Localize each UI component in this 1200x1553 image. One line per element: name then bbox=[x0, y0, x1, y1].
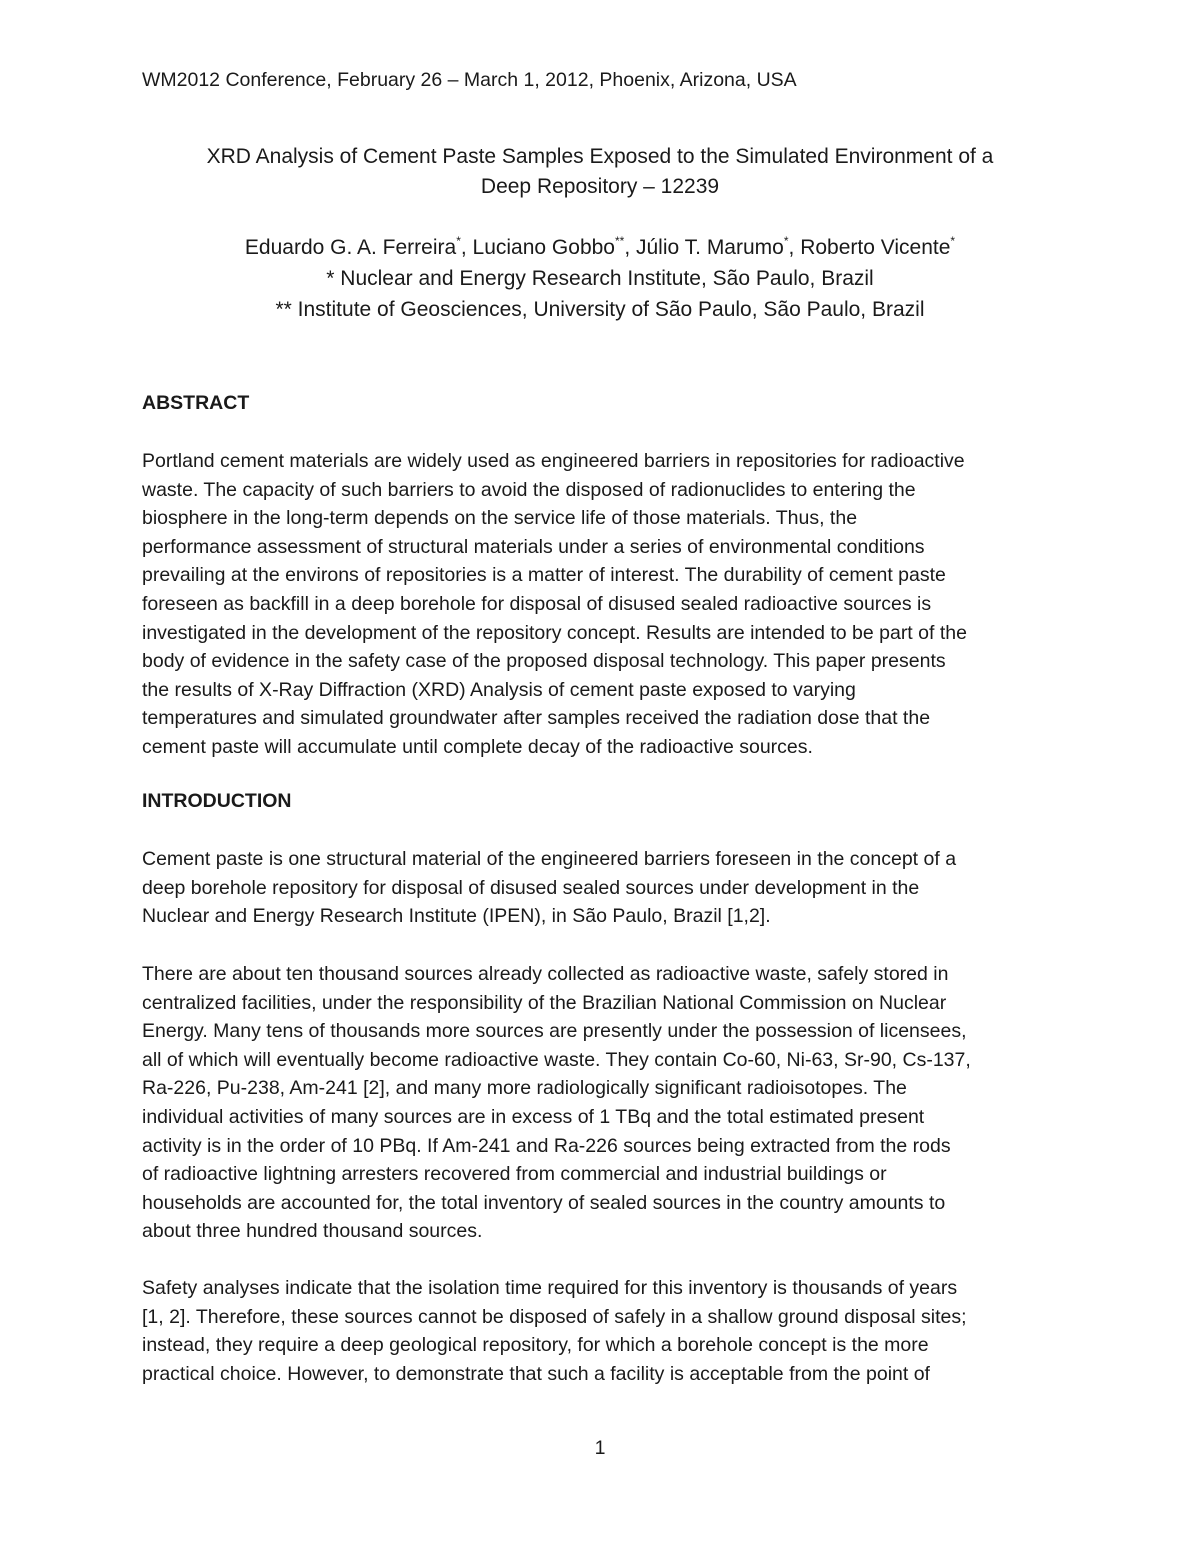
text-line: Energy. Many tens of thousands more sources are presently under the possession of licensees, bbox=[142, 1020, 967, 1043]
text-line: foreseen as backfill in a deep borehole for disposal of disused sealed radioactive sources is bbox=[142, 592, 932, 615]
abstract-paragraph bbox=[142, 447, 1072, 762]
author-separator: , bbox=[624, 236, 636, 259]
introduction-paragraph bbox=[142, 960, 1072, 1246]
paper-title bbox=[100, 142, 1100, 202]
text-line: the results of X-Ray Diffraction (XRD) Analysis of cement paste exposed to varying bbox=[142, 678, 856, 701]
text-line: all of which will eventually become radioactive waste. They contain Co-60, Ni-63, Sr-90, Cs-137, bbox=[142, 1048, 971, 1071]
text-line: practical choice. However, to demonstrate that such a facility is acceptable from the point of bbox=[142, 1362, 930, 1385]
author-name: Eduardo G. A. Ferreira bbox=[244, 236, 457, 259]
text-line: deep borehole repository for disposal of disused sealed sources under development in the bbox=[142, 876, 920, 899]
text-line: instead, they require a deep geological repository, for which a borehole concept is the more bbox=[142, 1334, 929, 1357]
text-line: activity is in the order of 10 PBq. If Am-241 and Ra-226 sources being extracted from the rods bbox=[142, 1134, 951, 1157]
text-line: waste. The capacity of such barriers to avoid the disposed of radionuclides to entering the bbox=[142, 478, 916, 501]
author-affiliation-mark: * bbox=[950, 234, 956, 248]
text-line: temperatures and simulated groundwater after samples received the radiation dose that the bbox=[142, 707, 931, 730]
text-line: Portland cement materials are widely used as engineered barriers in repositories for radioactive bbox=[142, 450, 965, 472]
text-line: Safety analyses indicate that the isolation time required for this inventory is thousands of years bbox=[142, 1277, 958, 1299]
introduction-paragraph bbox=[142, 845, 1072, 931]
author-name: Luciano Gobbo bbox=[472, 236, 615, 259]
text-line: body of evidence in the safety case of the proposed disposal technology. This paper presents bbox=[142, 650, 946, 673]
author-separator: , bbox=[460, 236, 473, 259]
author-separator: , bbox=[788, 236, 801, 259]
text-line: about three hundred thousand sources. bbox=[142, 1220, 483, 1243]
author-list bbox=[100, 232, 1100, 263]
text-line: cement paste will accumulate until complete decay of the radioactive sources. bbox=[142, 735, 813, 758]
author-block bbox=[100, 232, 1100, 325]
author-name: Roberto Vicente bbox=[800, 236, 951, 259]
text-line: households are accounted for, the total inventory of sealed sources in the country amounts to bbox=[142, 1191, 946, 1214]
affiliation: * Nuclear and Energy Research Institute, São Paulo, Brazil bbox=[326, 267, 874, 290]
text-line: prevailing at the environs of repositories is a matter of interest. The durability of cement paste bbox=[142, 564, 946, 587]
author-affiliation-mark: * bbox=[456, 234, 461, 248]
text-line: of radioactive lightning arresters recovered from commercial and industrial buildings or bbox=[142, 1163, 887, 1186]
text-line: individual activities of many sources are in excess of 1 TBq and the total estimated present bbox=[142, 1105, 925, 1128]
introduction-paragraph bbox=[142, 1274, 1072, 1388]
affiliation: ** Institute of Geosciences, University of São Paulo, São Paulo, Brazil bbox=[275, 298, 925, 321]
text-line: [1, 2]. Therefore, these sources cannot be disposed of safely in a shallow ground disposal sites; bbox=[142, 1305, 967, 1328]
text-line: centralized facilities, under the responsibility of the Brazilian National Commission on Nuclear bbox=[142, 991, 947, 1014]
author-affiliation-mark: * bbox=[783, 234, 789, 248]
text-line: There are about ten thousand sources already collected as radioactive waste, safely stored in bbox=[142, 963, 949, 985]
page-number: 1 bbox=[594, 1437, 606, 1459]
author-affiliation-mark: ** bbox=[614, 234, 625, 248]
abstract-heading: ABSTRACT bbox=[142, 392, 250, 414]
text-line: biosphere in the long-term depends on the service life of those materials. Thus, the bbox=[142, 507, 858, 530]
introduction-heading: INTRODUCTION bbox=[142, 790, 292, 812]
text-line: Cement paste is one structural material of the engineered barriers foreseen in the concept of a bbox=[142, 848, 957, 870]
paper-title-line: Deep Repository – 12239 bbox=[480, 175, 720, 198]
text-line: investigated in the development of the repository concept. Results are intended to be part of the bbox=[142, 621, 967, 644]
author-name: Júlio T. Marumo bbox=[636, 236, 784, 259]
text-line: performance assessment of structural materials under a series of environmental conditions bbox=[142, 535, 925, 558]
paper-title-line: XRD Analysis of Cement Paste Samples Exposed to the Simulated Environment of a bbox=[206, 145, 994, 168]
text-line: Ra-226, Pu-238, Am-241 [2], and many more radiologically significant radioisotopes. The bbox=[142, 1077, 907, 1100]
text-line: Nuclear and Energy Research Institute (IPEN), in São Paulo, Brazil [1,2]. bbox=[142, 905, 771, 928]
running-header: WM2012 Conference, February 26 – March 1, 2012, Phoenix, Arizona, USA bbox=[142, 69, 797, 91]
